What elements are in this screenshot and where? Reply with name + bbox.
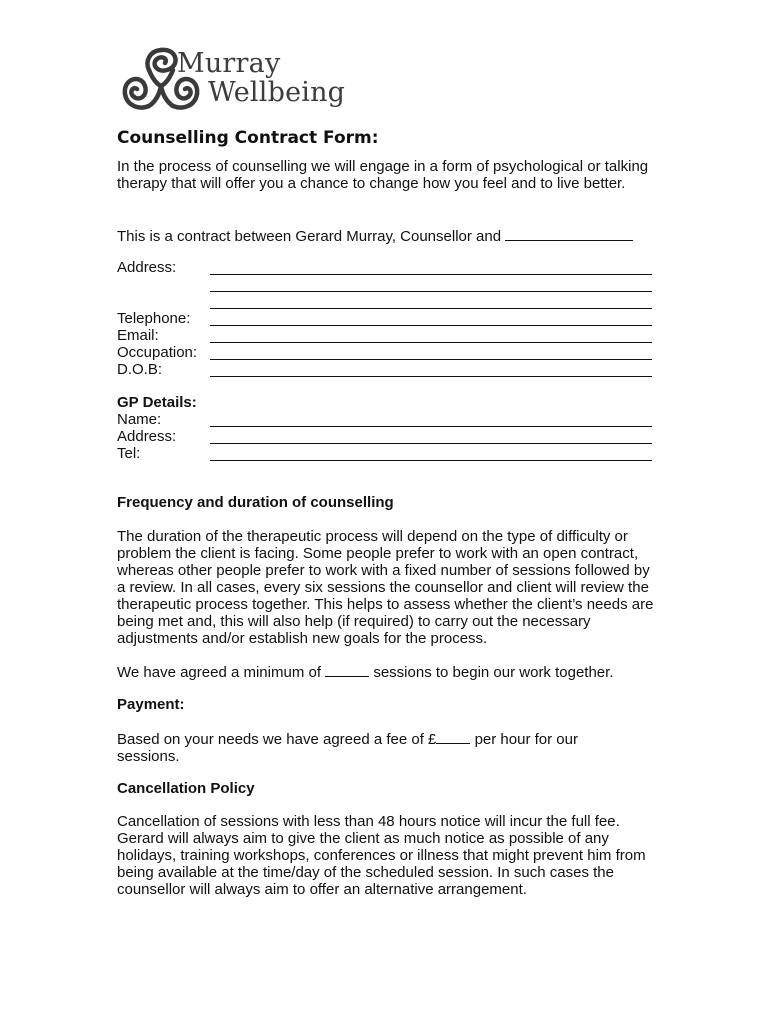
contract-line	[117, 226, 657, 245]
sessions-blank[interactable]	[325, 662, 369, 677]
sessions-suffix: sessions to begin our work together.	[373, 664, 614, 681]
field-address-2	[117, 276, 652, 293]
fee-blank[interactable]	[436, 729, 470, 744]
gp-field-address	[117, 428, 652, 445]
field-label: Name:	[117, 411, 162, 428]
frequency-paragraph: The duration of the therapeutic process will depend on the type of difficulty or problem the client is facing. Some people prefer to work with an open contract, whereas other people prefer to work with a fixed number of sessions followed by a review. In all cases, every six sessions the counsellor and client will review the therapeutic process together. This helps to assess whether the client’s needs are being met and, this will also help (if required) to carry out the necessary adjustments and/or establish new goals for the process.	[117, 528, 654, 647]
sessions-line	[117, 662, 657, 681]
gp-tel-line[interactable]	[210, 460, 652, 461]
page-title: Counselling Contract Form:	[117, 128, 379, 148]
cancellation-paragraph: Cancellation of sessions with less than 48 hours notice will incur the full fee. Gerard will always aim to give the client as much notice as possible of any holidays, training workshops, conferences or illness that might prevent him from being available at the time/day of the scheduled session. In such cases the counsellor will always aim to offer an alternative arrangement.	[117, 813, 646, 898]
field-dob	[117, 361, 652, 378]
fee-suffix: per hour for our sessions.	[117, 731, 578, 765]
gp-field-tel	[117, 445, 652, 462]
address-line-2[interactable]	[210, 291, 652, 292]
field-occupation	[117, 344, 652, 361]
email-line[interactable]	[210, 342, 652, 343]
logo	[117, 40, 347, 120]
contract-line-text: This is a contract between Gerard Murray, Counsellor and	[117, 228, 502, 245]
sessions-prefix: We have agreed a minimum of	[117, 664, 321, 681]
field-label: Telephone:	[117, 310, 191, 327]
gp-address-line[interactable]	[210, 443, 652, 444]
telephone-line[interactable]	[210, 325, 652, 326]
field-label: Occupation:	[117, 344, 198, 361]
field-address	[117, 259, 652, 276]
gp-heading: GP Details:	[117, 394, 197, 411]
intro-paragraph: In the process of counselling we will engage in a form of psychological or talking therapy that will offer you a chance to change how you feel and to live better.	[117, 158, 649, 192]
gp-name-line[interactable]	[210, 426, 652, 427]
frequency-heading: Frequency and duration of counselling	[117, 494, 394, 511]
field-label: Address:	[117, 259, 177, 276]
field-address-3	[117, 293, 652, 310]
address-line-1[interactable]	[210, 274, 652, 275]
payment-paragraph	[117, 729, 617, 765]
field-label: Tel:	[117, 445, 141, 462]
address-line-3[interactable]	[210, 308, 652, 309]
logo-line2: Wellbeing	[208, 77, 346, 108]
field-label: Email:	[117, 327, 159, 344]
occupation-line[interactable]	[210, 359, 652, 360]
field-label: Address:	[117, 428, 177, 445]
field-telephone	[117, 310, 652, 327]
client-name-blank[interactable]	[505, 226, 633, 241]
field-email	[117, 327, 652, 344]
fee-prefix: Based on your needs we have agreed a fee of £	[117, 731, 437, 748]
dob-line[interactable]	[210, 376, 652, 377]
field-label: D.O.B:	[117, 361, 163, 378]
logo-line1: Murray	[177, 48, 281, 79]
cancellation-heading: Cancellation Policy	[117, 780, 255, 797]
payment-heading: Payment:	[117, 696, 185, 713]
gp-field-name	[117, 411, 652, 428]
